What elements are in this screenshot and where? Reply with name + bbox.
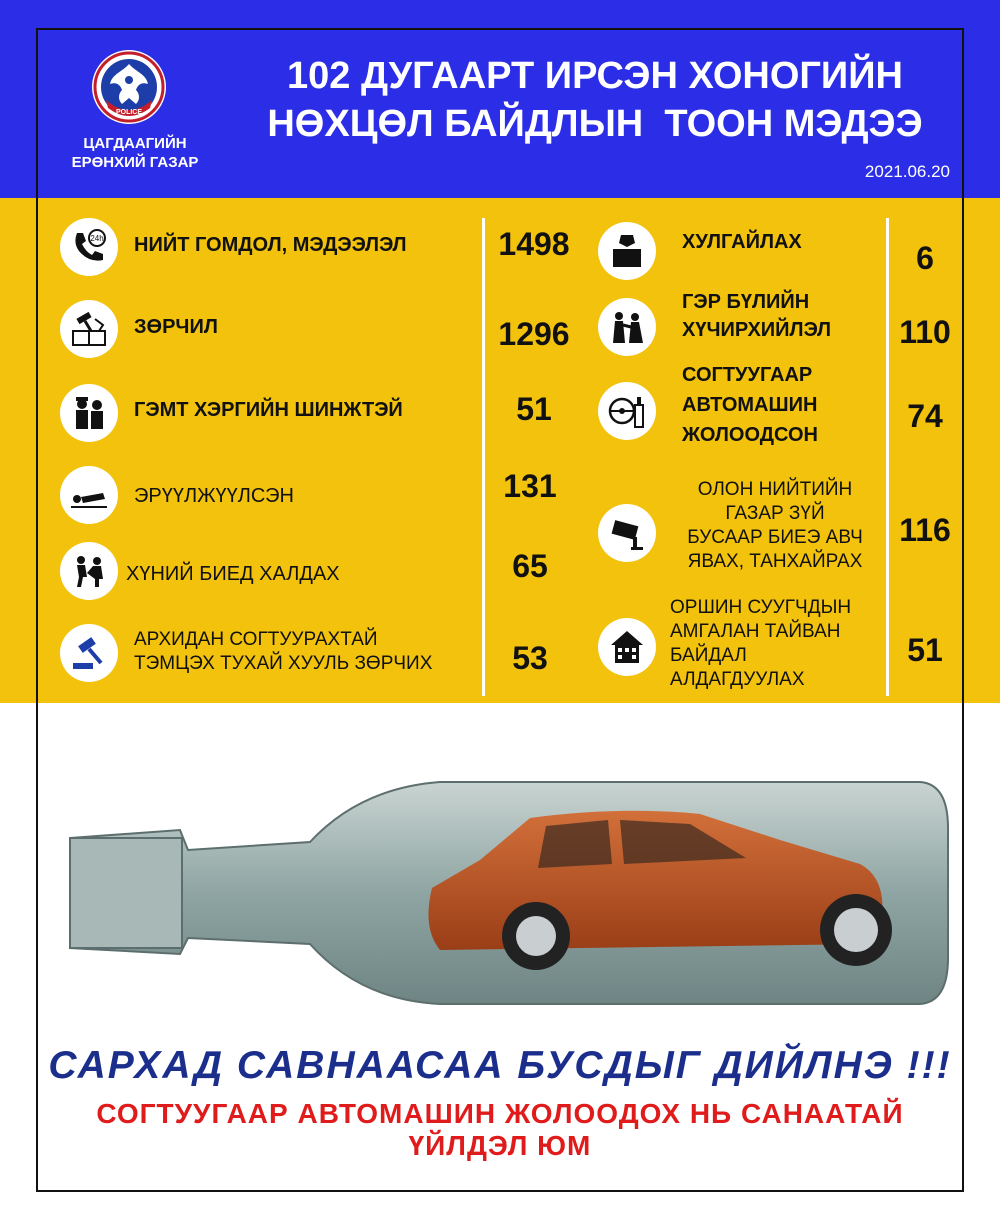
stat-label-theft: ХУЛГАЙЛАХ <box>682 231 802 253</box>
stat-label-hooliganism-line-3: БУСААР БИЕЭ АВЧ <box>687 527 863 548</box>
phone-24h-icon <box>60 218 118 276</box>
theft-icon <box>598 222 656 280</box>
cctv-camera-icon <box>598 504 656 562</box>
gavel-icon <box>60 624 118 682</box>
police-emblem-icon <box>92 50 166 124</box>
building-icon <box>598 618 656 676</box>
stat-label-assault: ХҮНИЙ БИЕД ХАЛДАХ <box>126 563 340 585</box>
page-title <box>230 52 960 148</box>
domestic-violence-icon <box>598 298 656 356</box>
stat-label-complaints: НИЙТ ГОМДОЛ, МЭДЭЭЛЭЛ <box>134 234 407 256</box>
stat-label-alcohol-law-line-2: ТЭМЦЭХ ТУХАЙ ХУУЛЬ ЗӨРЧИХ <box>134 653 433 674</box>
stat-value-alcohol-law: 53 <box>512 640 548 676</box>
stat-label-violations: ЗӨРЧИЛ <box>134 316 218 338</box>
stat-label-alcohol-law-line-1: АРХИДАН СОГТУУРАХТАЙ <box>134 629 378 650</box>
stat-value-violations: 1296 <box>498 316 570 352</box>
stat-value-theft: 6 <box>916 240 934 276</box>
column-divider-left <box>482 218 485 696</box>
stat-label-sobering: ЭРҮҮЛЖҮҮЛСЭН <box>134 485 294 507</box>
org-line-1: ЦАГДААГИЙН <box>83 135 187 152</box>
stat-value-domestic-violence: 110 <box>899 314 951 350</box>
lying-person-icon <box>60 466 118 524</box>
stat-label-domestic-violence-line-2: ХҮЧИРХИЙЛЭЛ <box>682 319 832 341</box>
stat-label-hooliganism-line-4: ЯВАХ, ТАНХАЙРАХ <box>687 551 863 572</box>
organization-name <box>40 134 230 172</box>
stat-value-drunk-driving: 74 <box>907 398 943 434</box>
stat-label-hooliganism-line-2: ГАЗАР ЗҮЙ <box>725 503 825 524</box>
stat-value-assault: 65 <box>512 548 548 584</box>
stat-label-drunk-driving-line-3: ЖОЛООДСОН <box>682 424 818 446</box>
stat-value-hooliganism: 116 <box>899 512 951 548</box>
stat-label-drunk-driving <box>682 360 818 450</box>
logo-text: POLICE <box>115 109 143 116</box>
assault-icon <box>60 542 118 600</box>
bottle-car-illustration <box>60 768 950 1018</box>
title-line-2: НӨХЦӨЛ БАЙДЛЫН ТООН МЭДЭЭ <box>267 103 923 145</box>
org-line-2: ЕРӨНХИЙ ГАЗАР <box>71 154 199 171</box>
stat-value-crime-like: 51 <box>516 391 552 427</box>
stat-value-public-peace: 51 <box>907 632 943 668</box>
stat-label-public-peace-line-3: БАЙДАЛ <box>670 645 747 666</box>
stat-label-hooliganism-line-1: ОЛОН НИЙТИЙН <box>697 479 853 500</box>
stat-label-domestic-violence <box>682 288 831 344</box>
stat-label-public-peace <box>670 596 851 692</box>
report-date: 2021.06.20 <box>864 162 950 181</box>
drunk-driving-icon <box>598 382 656 440</box>
stat-label-drunk-driving-line-2: АВТОМАШИН <box>682 394 818 416</box>
stat-label-public-peace-line-4: АЛДАГДУУЛАХ <box>670 669 805 690</box>
stat-label-hooliganism <box>670 478 880 574</box>
stat-label-alcohol-law <box>134 628 432 676</box>
slogan-primary: САРХАД САВНААСАА БУСДЫГ ДИЙЛНЭ !!! <box>48 1044 952 1087</box>
stat-label-public-peace-line-1: ОРШИН СУУГЧДЫН <box>670 597 852 618</box>
title-line-1: 102 ДУГААРТ ИРСЭН ХОНОГИЙН <box>287 55 903 97</box>
stat-value-complaints: 1498 <box>498 226 570 262</box>
slogan-secondary: СОГТУУГААР АВТОМАШИН ЖОЛООДОХ НЬ САНААТАЙ ҮЙЛДЭЛ ЮМ <box>96 1098 904 1161</box>
column-divider-right <box>886 218 889 696</box>
police-officers-icon <box>60 384 118 442</box>
stat-label-public-peace-line-2: АМГАЛАН ТАЙВАН <box>670 621 841 642</box>
stat-label-crime-like: ГЭМТ ХЭРГИЙН ШИНЖТЭЙ <box>134 399 403 421</box>
stat-label-drunk-driving-line-1: СОГТУУГААР <box>682 364 813 386</box>
svg-text:24h: 24h <box>90 234 104 243</box>
stat-value-sobering: 131 <box>503 468 557 504</box>
stat-label-domestic-violence-line-1: ГЭР БҮЛИЙН <box>682 291 810 313</box>
gavel-book-icon <box>60 300 118 358</box>
